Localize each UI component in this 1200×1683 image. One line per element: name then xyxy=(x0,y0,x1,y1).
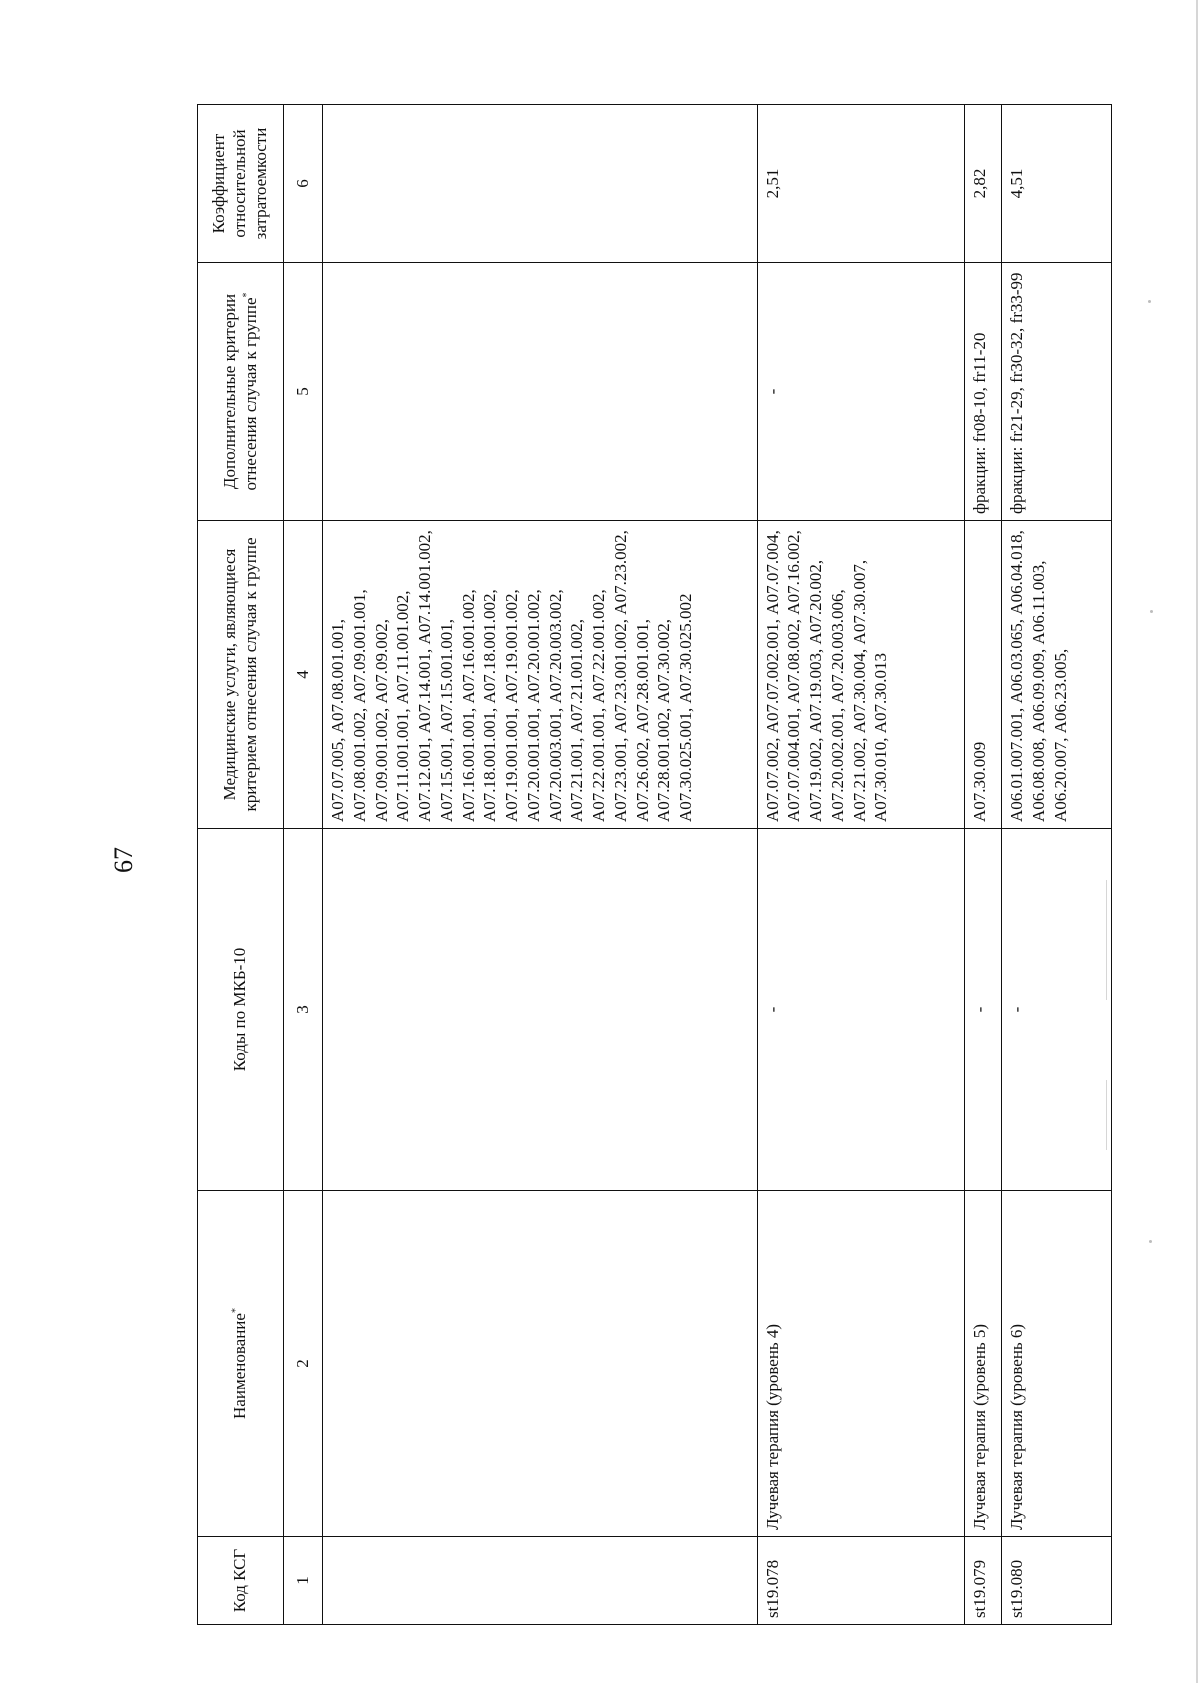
header-cell-code: Код КСГ xyxy=(198,1537,284,1625)
header-cell-services: Медицинские услуги, являющиеся критерием отнесения случая к группе xyxy=(198,521,284,829)
table-row-continuation xyxy=(323,105,758,1625)
cell-coefficient: 4,51 xyxy=(1002,105,1112,263)
table-row xyxy=(1002,105,1112,1625)
cell-code xyxy=(323,1537,758,1625)
cell-coefficient: 2,51 xyxy=(757,105,964,263)
cell-code: st19.079 xyxy=(964,1537,1002,1625)
scan-artifact-dot xyxy=(1148,300,1151,303)
header-cell-criteria: Дополнительные критерии отнесения случая к группе* xyxy=(198,263,284,521)
cell-code: st19.080 xyxy=(1002,1537,1112,1625)
cell-mkb xyxy=(323,829,758,1191)
cell-criteria: - xyxy=(757,263,964,521)
cell-services: А07.07.005, А07.08.001.001, А07.08.001.002, А07.09.001.001, А07.09.001.002, А07.09.002, А07.11.001.001, А07.11.001.002, А07.12.001, А07.14.001, А07.14.001.002, А07.15.001, А07.15.001.001, А07.16.001.001, А07.16.001.002, А07.18.001.001, А07.18.001.002, А07.19.001.001, А07.19.001.002, А07.20.001.001, А07.20.001.002, А07.20.003.001, А07.20.003.002, А07.21.001, А07.21.001.002, А07.22.001.001, А07.22.001.002, А07.23.001, А07.23.001.002, А07.23.002, А07.26.002, А07.28.001.001, А07.28.001.002, А07.30.002, А07.30.025.001, А07.30.025.002 xyxy=(323,521,758,829)
column-number: 6 xyxy=(284,105,323,263)
header-cell-name: Наименование* xyxy=(198,1191,284,1537)
cell-name: Лучевая терапия (уровень 4) xyxy=(757,1191,964,1537)
cell-coefficient: 2,82 xyxy=(964,105,1002,263)
ksg-table xyxy=(197,104,1112,1625)
cell-criteria: фракции: fr21-29, fr30-32, fr33-99 xyxy=(1002,263,1112,521)
cell-criteria xyxy=(323,263,758,521)
table-row xyxy=(964,105,1002,1625)
cell-criteria: фракции: fr08-10, fr11-20 xyxy=(964,263,1002,521)
cell-name: Лучевая терапия (уровень 5) xyxy=(964,1191,1002,1537)
cell-code: st19.078 xyxy=(757,1537,964,1625)
cell-services: А06.01.007.001, А06.03.065, А06.04.018, А06.08.008, А06.09.009, А06.11.003, А06.20.007, А06.23.005, xyxy=(1002,521,1112,829)
column-number: 5 xyxy=(284,263,323,521)
column-number: 1 xyxy=(284,1537,323,1625)
cell-mkb: - xyxy=(1002,829,1112,1191)
column-number: 3 xyxy=(284,829,323,1191)
cell-mkb: - xyxy=(757,829,964,1191)
cell-name: Лучевая терапия (уровень 6) xyxy=(1002,1191,1112,1537)
table-header-row xyxy=(198,105,284,1625)
cell-coefficient xyxy=(323,105,758,263)
header-cell-mkb: Коды по МКБ-10 xyxy=(198,829,284,1191)
footnote-mark: * xyxy=(230,1308,242,1314)
cell-services: А07.30.009 xyxy=(964,521,1002,829)
column-number: 2 xyxy=(284,1191,323,1537)
cell-mkb: - xyxy=(964,829,1002,1191)
footnote-mark: * xyxy=(240,292,252,298)
column-number-row xyxy=(284,105,323,1625)
rotated-table-wrapper xyxy=(197,105,1112,1625)
cell-services: А07.07.002, А07.07.002.001, А07.07.004, А07.07.004.001, А07.08.002, А07.16.002, А07.19.002, А07.19.003, А07.20.002, А07.20.002.001, А07.20.003.006, А07.21.002, А07.30.004, А07.30.007, А07.30.010, А07.30.013 xyxy=(757,521,964,829)
cell-name xyxy=(323,1191,758,1537)
header-cell-coefficient: Коэффициент относительной затратоемкости xyxy=(198,105,284,263)
column-number: 4 xyxy=(284,521,323,829)
scan-artifact-dot xyxy=(1149,1240,1152,1243)
scan-artifact-dot xyxy=(1150,610,1153,613)
table-row xyxy=(757,105,964,1625)
scan-edge-line xyxy=(1196,0,1198,1683)
page-number: 67 xyxy=(109,847,138,873)
